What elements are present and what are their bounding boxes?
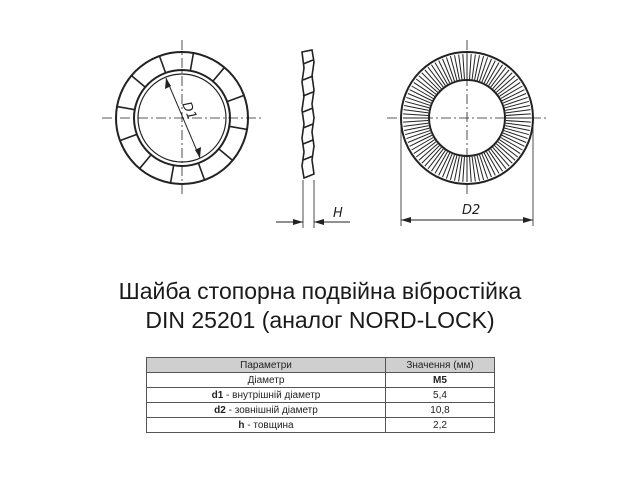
serration-line [496, 144, 515, 160]
ratchet-divider [120, 134, 137, 140]
row-d2-label [147, 403, 386, 418]
product-title-line2: DIN 25201 (аналог NORD-LOCK) [145, 307, 495, 333]
serration-line [463, 54, 465, 79]
d1-label: D1 [178, 99, 200, 123]
ratchet-divider [140, 155, 152, 169]
serration-line [495, 146, 513, 164]
serration-line [493, 147, 509, 166]
serration-line [404, 110, 429, 113]
serration-line [475, 156, 480, 181]
serration-line [506, 110, 531, 113]
side-view [276, 50, 350, 228]
serration-line [470, 157, 472, 182]
serration-line [463, 157, 465, 182]
param-key: h [238, 419, 245, 431]
table-header-row [147, 358, 495, 373]
ratchet-divider [227, 95, 244, 101]
serration-line [477, 56, 483, 80]
ratchet-divider [229, 126, 247, 129]
serration-line [493, 70, 509, 89]
table-row [147, 418, 495, 433]
serration-line [459, 157, 462, 182]
front-view [102, 40, 262, 196]
serration-line [506, 121, 531, 123]
param-key: d2 [214, 404, 226, 416]
serration-line [403, 121, 428, 123]
serration-line [495, 73, 513, 91]
serration-line [403, 114, 428, 116]
serration-line [405, 128, 429, 134]
serration-line [470, 54, 472, 79]
serration-line [505, 126, 530, 131]
ratchet-divider [198, 163, 204, 180]
param-label: - внутрішній діаметр [223, 389, 321, 401]
table-row [147, 373, 495, 388]
product-title-line1: Шайба стопорна подвійна вібростійка [118, 278, 522, 304]
serration-line [475, 55, 480, 80]
ratchet-divider [171, 165, 174, 183]
serration-line [419, 76, 438, 92]
top-view [387, 40, 547, 226]
row-d2-value: 10,8 [386, 403, 495, 418]
serration-line [422, 146, 440, 164]
serration-line [422, 73, 440, 91]
serration-line [405, 101, 429, 107]
param-label: Діаметр [247, 374, 285, 386]
ratchet-divider [219, 149, 233, 161]
row-diameter-label [147, 373, 386, 388]
serration-line [506, 123, 531, 126]
serration-line [404, 106, 429, 111]
ratchet-divider [159, 56, 165, 73]
serration-line [496, 76, 515, 92]
header-parameters: Параметри [147, 358, 386, 373]
serration-line [455, 55, 460, 80]
serration-line [505, 128, 529, 134]
serration-line [450, 56, 456, 80]
serration-line [455, 156, 460, 181]
ratchet-divider [190, 53, 193, 71]
serration-line [506, 114, 531, 116]
h-label: H [333, 206, 343, 221]
serration-line [450, 156, 456, 180]
serration-line [505, 101, 529, 107]
param-label: - товщина [244, 419, 294, 431]
serration-line [404, 123, 429, 126]
serration-line [404, 126, 429, 131]
param-label: - зовнішній діаметр [225, 404, 318, 416]
serration-line [459, 55, 462, 80]
ratchet-divider [117, 107, 135, 110]
serration-line [472, 55, 475, 80]
row-d1-label [147, 388, 386, 403]
row-h-value: 2,2 [386, 418, 495, 433]
d2-label: D2 [462, 203, 481, 218]
row-d1-value: 5,4 [386, 388, 495, 403]
header-values: Значення (мм) [386, 358, 495, 373]
serration-line [477, 156, 483, 180]
serration-line [472, 157, 475, 182]
ratchet-divider [131, 76, 145, 88]
row-diameter-value: М5 [386, 373, 495, 388]
serration-line [425, 147, 441, 166]
table-row [147, 388, 495, 403]
serration-line [425, 70, 441, 89]
table-row [147, 403, 495, 418]
serration-line [419, 144, 438, 160]
row-h-label [147, 418, 386, 433]
param-key: d1 [211, 389, 224, 401]
specifications-table [146, 357, 495, 433]
serration-line [505, 106, 530, 111]
ratchet-divider [213, 67, 225, 81]
